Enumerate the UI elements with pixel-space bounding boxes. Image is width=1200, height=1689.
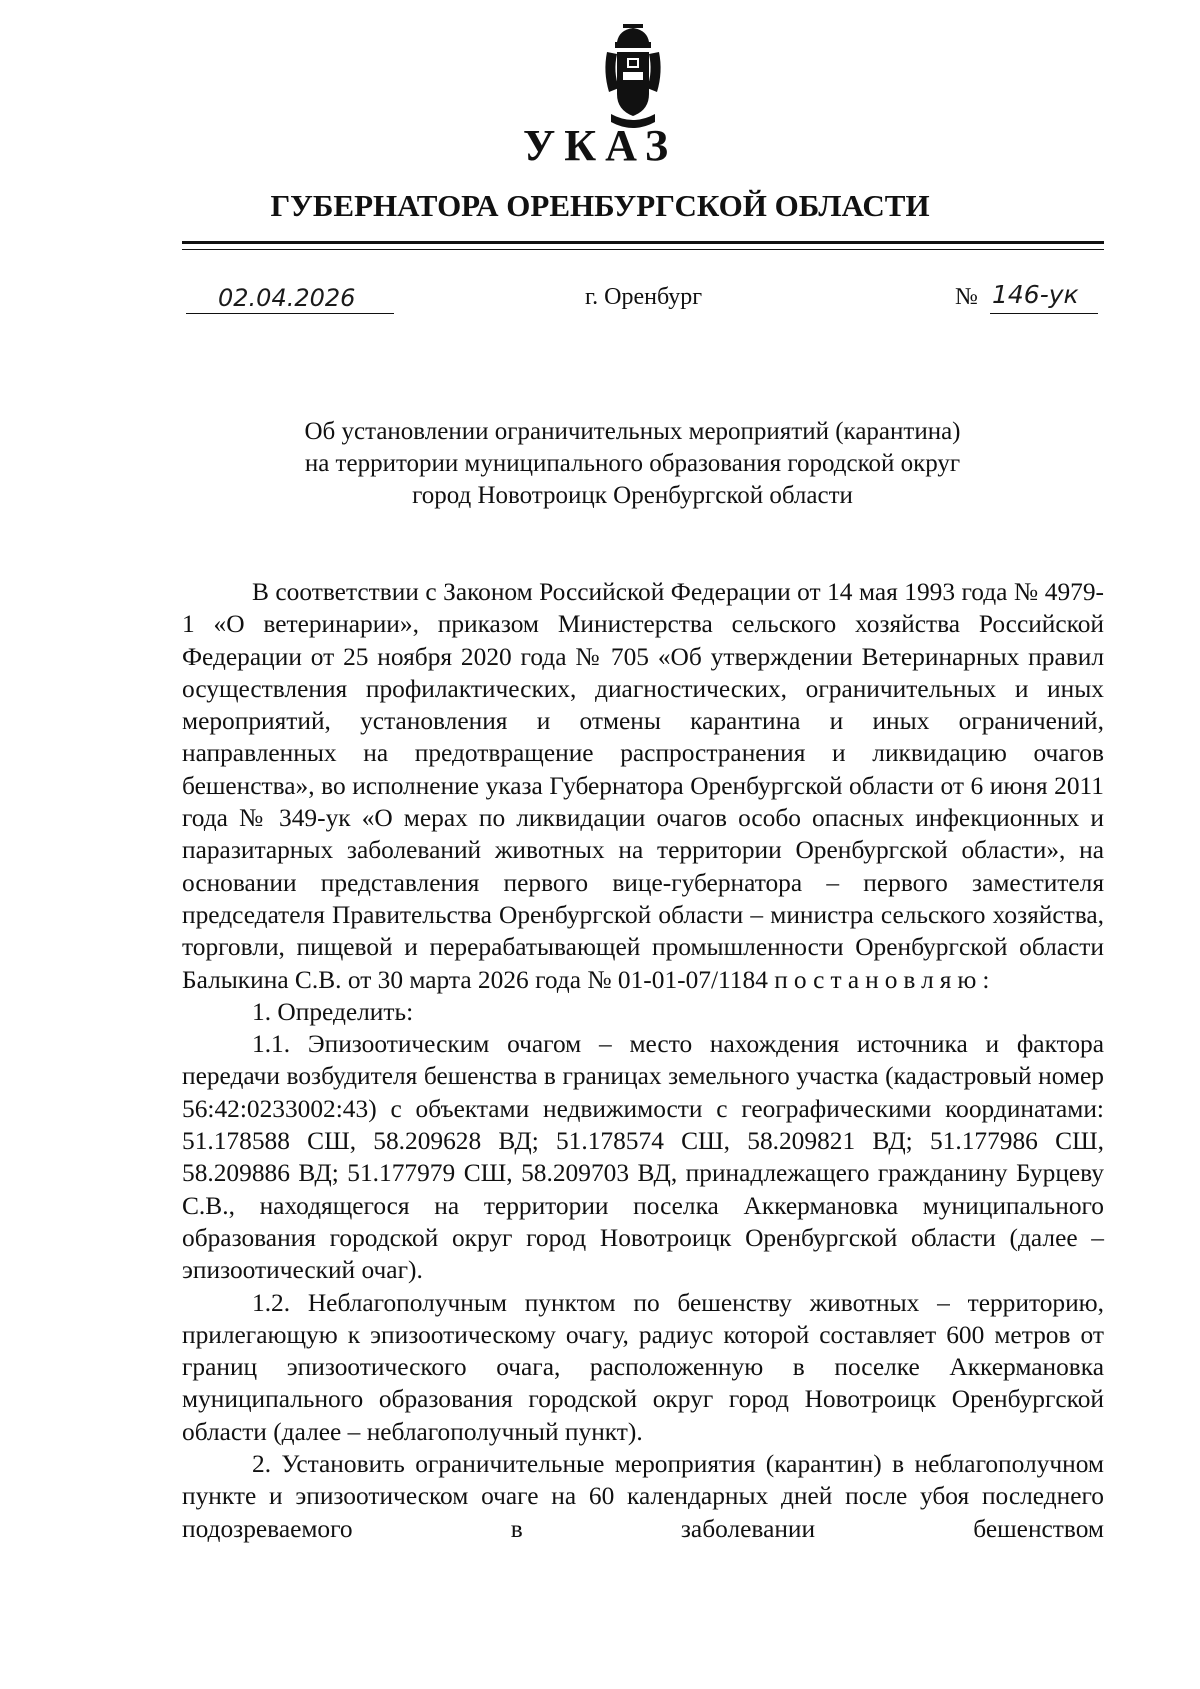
decree-body bbox=[182, 576, 1104, 1545]
number-sign: № bbox=[955, 284, 978, 310]
preamble-text: В соответствии с Законом Российской Федерации от 14 мая 1993 года № 4979-1 «О ветеринарии», приказом Министерства сельского хозяйства Российской Федерации от 25 ноября 2020 года № 705 «Об утверждении Ветеринарных правил осуществления профилактических, диагностических, ограничительных и иных мероприятий, установления и отмены карантина и иных ограничений, направленных на предотвращение распространения и ликвидацию очагов бешенства», во исполнение указа Губернатора Оренбургской области от 6 июня 2011 года № 349-ук «О мерах по ликвидации очагов особо опасных инфекционных и паразитарных заболеваний животных на территории Оренбургской области», на основании представления первого вице-губернатора – первого заместителя председателя Правительства Оренбургской области – министра сельского хозяйства, торговли, пищевой и перерабатывающей промышленности Оренбургской области Балыкина С.В. от 30 марта 2026 года № 01-01-07/1184 bbox=[182, 578, 1104, 994]
decree-date: 02.04.2026 bbox=[218, 284, 356, 312]
decree-issuer: ГУБЕРНАТОРА ОРЕНБУРГСКОЙ ОБЛАСТИ bbox=[270, 188, 930, 223]
decree-title: УКАЗ bbox=[522, 121, 678, 170]
item-1: 1. Определить: bbox=[252, 997, 414, 1026]
item-1-2: 1.2. Неблагополучным пунктом по бешенству животных – территорию, прилегающую к эпизоотическому очагу, радиус которой составляет 600 метров от границ эпизоотического очага, расположенную в поселке Аккермановка муниципального образования городской округ город Новотроицк Оренбургской области (далее – неблагополучный пункт). bbox=[182, 1288, 1104, 1446]
decree-number: 146-ук bbox=[992, 280, 1079, 309]
subject-line: Об установлении ограничительных мероприятий (карантина) bbox=[304, 418, 961, 445]
header-rule-thin bbox=[182, 249, 1104, 250]
number-underline bbox=[990, 313, 1098, 314]
date-underline bbox=[186, 313, 394, 314]
subject-line: город Новотроицк Оренбургской области bbox=[412, 482, 853, 509]
item-1-1: 1.1. Эпизоотическим очагом – место нахождения источника и фактора передачи возбудителя бешенства в границах земельного участка (кадастровый номер 56:42:0233002:43) с объектами недвижимости с географическими координатами: 51.178588 СШ, 58.209628 ВД; 51.178574 СШ, 58.209821 ВД; 51.177986 СШ, 58.209886 ВД; 51.177979 СШ, 58.209703 ВД, принадлежащего гражданину Бурцеву С.В., находящегося на территории поселка Аккермановка муниципального образования городской округ город Новотроицк Оренбургской области (далее – эпизоотический очаг). bbox=[182, 1030, 1104, 1285]
resolve-word: постановляю: bbox=[774, 965, 996, 994]
preamble-paragraph bbox=[182, 576, 1104, 996]
decree-subject bbox=[160, 416, 1105, 512]
item-2: 2. Установить ограничительные мероприятия (карантин) в неблагополучном пункте и эпизоотическом очаге на 60 календарных дней после убоя последнего подозреваемого в заболевании бешенством bbox=[182, 1450, 1104, 1543]
decree-city: г. Оренбург bbox=[585, 284, 703, 310]
subject-line: на территории муниципального образования городской округ bbox=[304, 450, 961, 477]
header-rule-thick bbox=[182, 241, 1104, 244]
